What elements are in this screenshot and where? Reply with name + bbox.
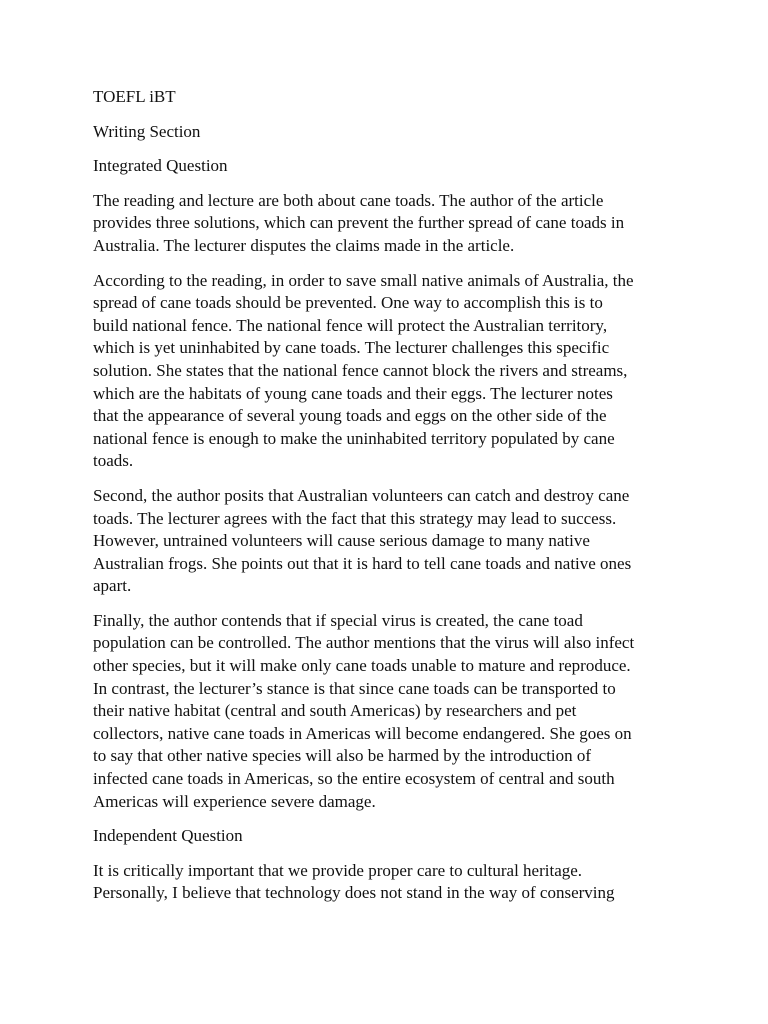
document-title: TOEFL iBT bbox=[93, 87, 176, 106]
paragraph-intro: The reading and lecture are both about cane toads. The author of the article provides three solutions, which can prevent the further spread of cane toads in Australia. The lecturer disputes the claims made in the article. bbox=[93, 190, 625, 255]
independent-question-heading: Independent Question bbox=[93, 826, 243, 846]
paragraph-volunteers: Second, the author posits that Australian volunteers can catch and destroy cane toads. The lecturer agrees with the fact that this strategy may lead to success. However, untrained volunteers will cause serious damage to many native Australian frogs. She points out that it is hard to tell cane toads and native ones apart. bbox=[93, 485, 632, 596]
paragraph-fence: According to the reading, in order to save small native animals of Australia, the spread of cane toads should be prevented. One way to accomplish this is to build national fence. The national fence will protect the Australian territory, which is yet uninhabited by cane toads. The lecturer challenges this specific solution. She states that the national fence cannot block the rivers and streams, which are the habitats of young cane toads and their eggs. The lecturer notes that the appearance of several young toads and eggs on the other side of the national fence is enough to make the uninhabited territory populated by cane toads. bbox=[93, 270, 634, 471]
section-heading: Writing Section bbox=[93, 121, 201, 141]
integrated-question-heading: Integrated Question bbox=[93, 156, 228, 176]
paragraph-virus: Finally, the author contends that if special virus is created, the cane toad population can be controlled. The author mentions that the virus will also infect other species, but it will make only cane toads unable to mature and reproduce. In contrast, the lecturer’s stance is that since cane toads can be transported to their native habitat (central and south Americas) by researchers and pet collectors, native cane toads in Americas will become endangered. She goes on to say that other native species will also be harmed by the introduction of infected cane toads in Americas, so the entire ecosystem of central and south Americas will experience severe damage. bbox=[93, 610, 635, 811]
paragraph-independent: It is critically important that we provide proper care to cultural heritage. Personally, I believe that technology does not stand in the way of conserving bbox=[93, 860, 615, 903]
document-page bbox=[93, 86, 673, 917]
